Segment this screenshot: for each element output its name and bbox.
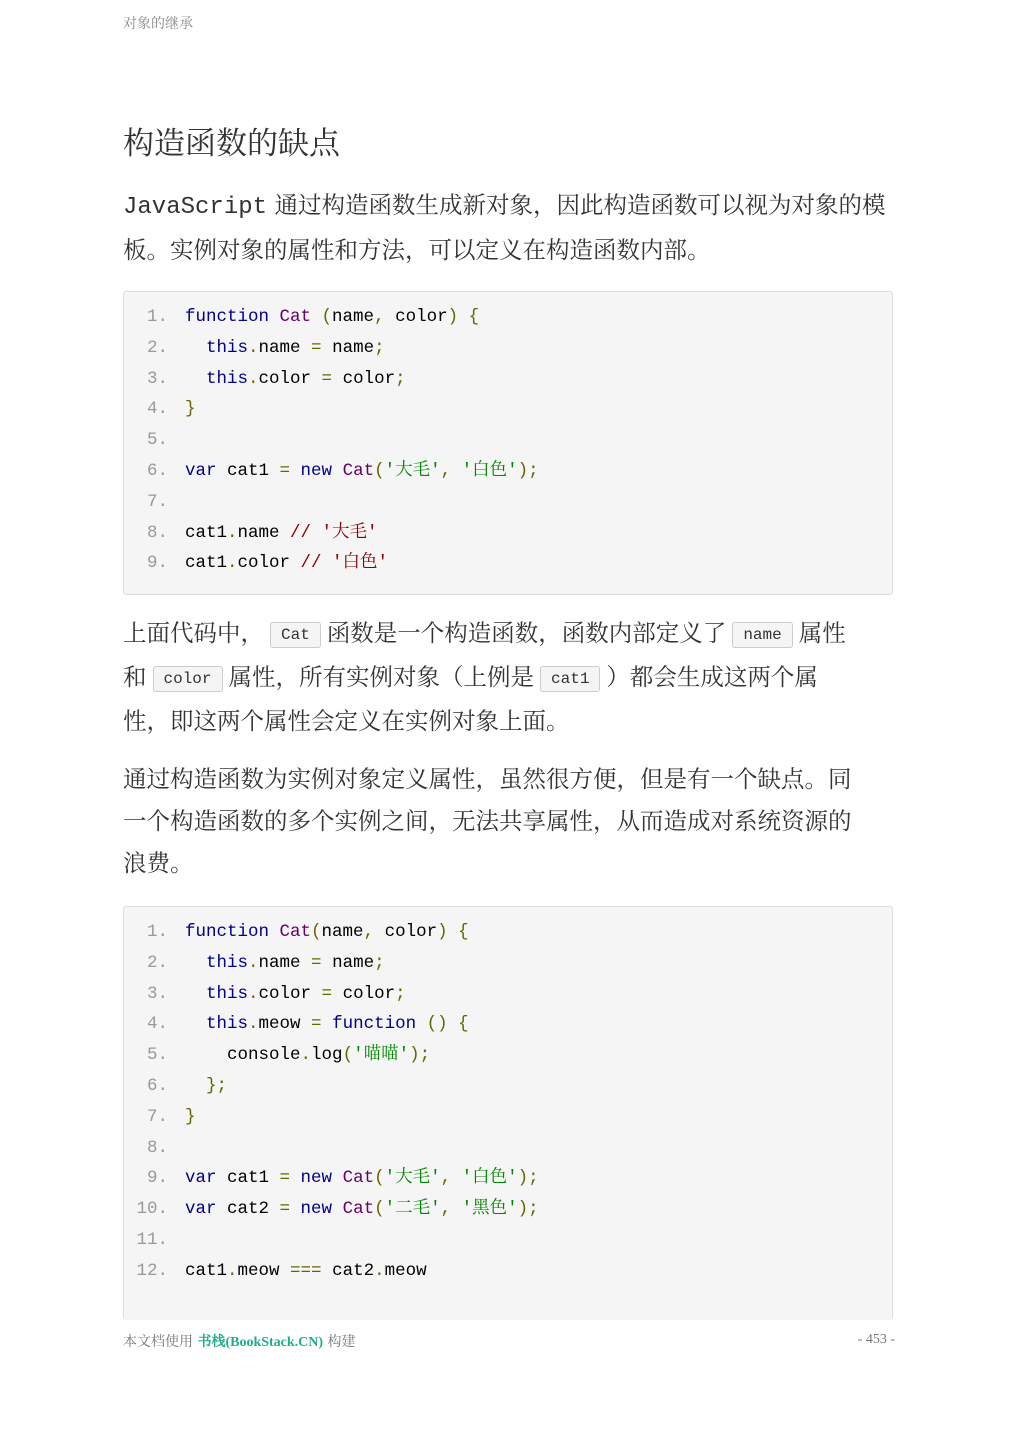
line-number: 6. <box>146 461 168 481</box>
code-text: cat1.name // '大毛' <box>185 522 378 543</box>
footer-prefix: 本文档使用 <box>123 1334 198 1350</box>
drawback-line-3: 浪费。 <box>123 849 194 877</box>
footer-credit <box>123 1331 356 1351</box>
line-number: 8. <box>146 522 168 543</box>
line-number: 3. <box>146 368 168 389</box>
code-text: var cat1 = new Cat('大毛', '白色'); <box>185 1168 539 1189</box>
inline-code-cat1: cat1 <box>540 666 600 692</box>
code-text: }; <box>185 1076 228 1096</box>
explanation-text-1: 上面代码中， <box>123 619 264 647</box>
explanation-text-2: 函数是一个构造函数，函数内部定义了 <box>326 619 727 647</box>
code-text: console.log('喵喵'); <box>185 1045 431 1066</box>
line-number: 7. <box>146 1106 168 1127</box>
page-number: - 453 - <box>857 1332 895 1347</box>
line-number: 9. <box>146 553 168 574</box>
code-text: function Cat (name, color) { <box>185 307 480 327</box>
code-block-2 <box>123 906 893 1320</box>
page-header-title: 对象的继承 <box>123 16 193 32</box>
section-title: 构造函数的缺点 <box>123 126 340 162</box>
explanation-text-4: 和 <box>123 663 147 691</box>
intro-text: 通过构造函数生成新对象，因此构造函数可以视为对象的模板。实例对象的属性和方法，可以定义在构造函数内部。 <box>123 191 886 264</box>
explanation-text-3: 属性 <box>798 619 846 647</box>
explanation-text-7: 性，即这两个属性会定义在实例对象上面。 <box>123 707 570 735</box>
code-text: cat1.meow === cat2.meow <box>185 1260 427 1281</box>
line-number: 12. <box>136 1260 168 1281</box>
footer-suffix: 构建 <box>323 1334 356 1350</box>
line-number: 3. <box>146 983 168 1004</box>
code-text: this.color = color; <box>185 983 406 1004</box>
intro-paragraph <box>123 184 903 271</box>
drawback-paragraph <box>123 758 903 884</box>
inline-code-name: name <box>732 622 792 648</box>
line-number: 9. <box>146 1168 168 1189</box>
line-number: 7. <box>146 491 168 512</box>
code-block-1 <box>123 291 893 595</box>
line-number: 4. <box>146 399 168 420</box>
line-number: 1. <box>146 922 168 942</box>
inline-code-color: color <box>153 666 223 692</box>
footer-brand-link[interactable]: 书栈(BookStack.CN) <box>197 1335 324 1350</box>
code-text: } <box>185 1106 196 1127</box>
line-number: 4. <box>146 1014 168 1035</box>
code-text: var cat2 = new Cat('二毛', '黑色'); <box>185 1199 539 1220</box>
code-text: var cat1 = new Cat('大毛', '白色'); <box>185 461 539 481</box>
drawback-line-1: 通过构造函数为实例对象定义属性，虽然很方便，但是有一个缺点。同 <box>123 765 852 793</box>
code-text: } <box>185 399 196 420</box>
explanation-paragraph <box>123 612 903 742</box>
inline-code-cat: Cat <box>270 622 321 648</box>
line-number: 2. <box>146 337 168 358</box>
line-number: 1. <box>146 307 168 327</box>
code-text: cat1.color // '白色' <box>185 553 389 574</box>
line-number: 6. <box>146 1076 168 1096</box>
line-number: 2. <box>146 952 168 973</box>
intro-code-word: JavaScript <box>123 194 268 221</box>
explanation-text-6: ）都会生成这两个属 <box>606 663 818 691</box>
code-text: this.name = name; <box>185 952 385 973</box>
code-text: this.color = color; <box>185 368 406 389</box>
drawback-line-2: 一个构造函数的多个实例之间，无法共享属性，从而造成对系统资源的 <box>123 807 852 835</box>
line-number: 8. <box>146 1137 168 1158</box>
code-text: this.name = name; <box>185 337 385 358</box>
line-number: 5. <box>146 1045 168 1066</box>
code-text: function Cat(name, color) { <box>185 922 469 942</box>
code-text: this.meow = function () { <box>185 1014 469 1035</box>
line-number: 11. <box>136 1230 168 1250</box>
line-number: 5. <box>146 430 168 451</box>
line-number: 10. <box>136 1199 168 1220</box>
explanation-text-5: 属性，所有实例对象（上例是 <box>228 663 535 691</box>
